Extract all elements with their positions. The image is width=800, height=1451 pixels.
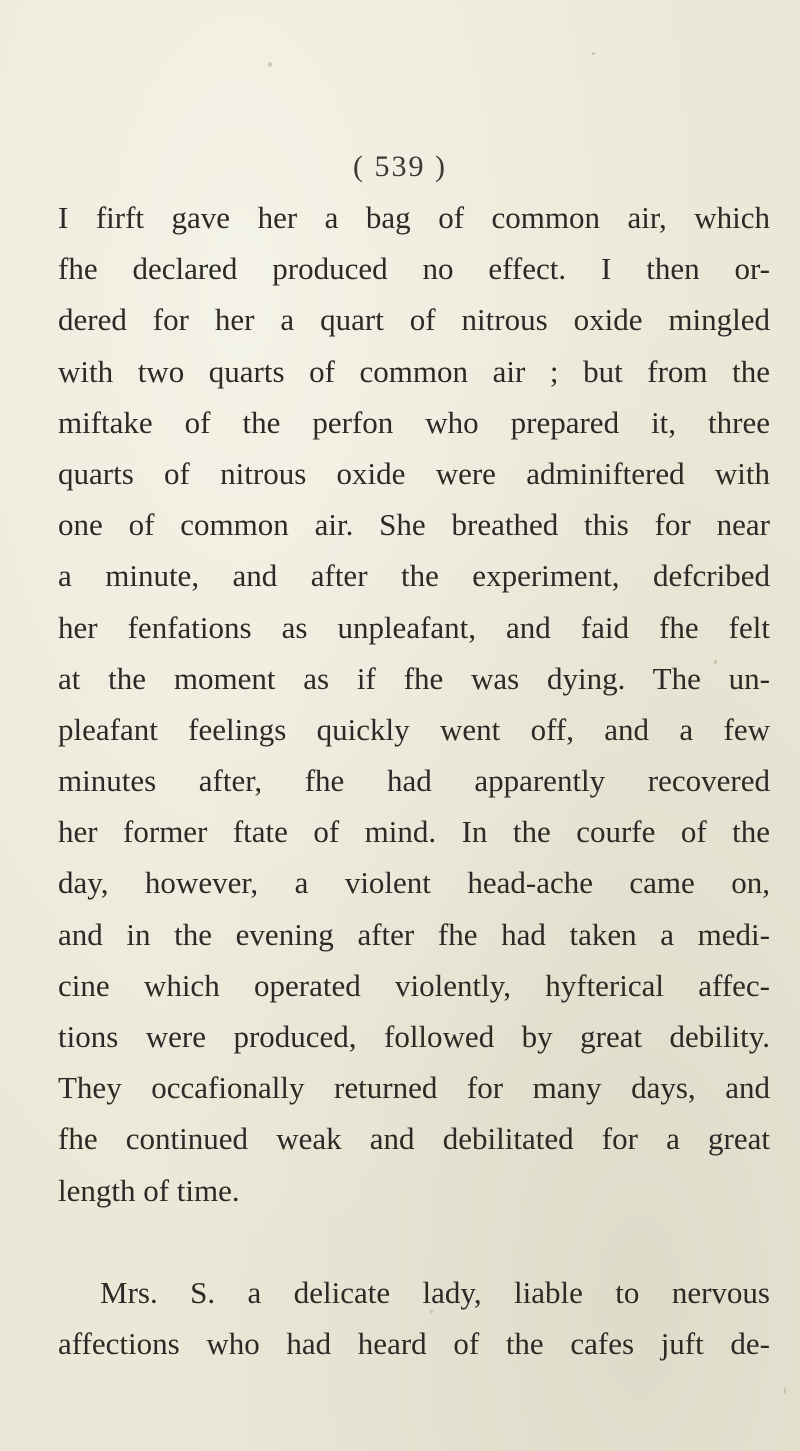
body-text xyxy=(58,192,770,1369)
text-line: I firft gave her a bag of common air, which xyxy=(58,200,770,235)
text-line: length of time. xyxy=(58,1172,240,1208)
text-line: minutes after, fhe had apparently recovered xyxy=(58,763,770,799)
text-line: miftake of the perfon who prepared it, three xyxy=(58,404,770,440)
text-line: pleafant feelings quickly went off, and a few xyxy=(58,711,770,747)
text-line: fhe declared produced no effect. I then or- xyxy=(58,251,770,287)
paper-speck xyxy=(592,52,595,55)
text-line: dered for her a quart of nitrous oxide mingled xyxy=(58,302,770,338)
paper-speck xyxy=(268,62,272,67)
paragraph-gap xyxy=(58,1216,770,1267)
text-line: and in the evening after fhe had taken a medi- xyxy=(58,916,770,952)
text-line: Mrs. S. a delicate lady, liable to nervous xyxy=(100,1274,770,1310)
text-line: tions were produced, followed by great debility. xyxy=(58,1019,770,1054)
text-line: day, however, a violent head-ache came on, xyxy=(58,865,770,901)
paragraph-2 xyxy=(58,1267,770,1369)
page-number: ( 539 ) xyxy=(353,150,447,183)
text-line: with two quarts of common air ; but from the xyxy=(58,353,770,389)
text-line: one of common air. She breathed this for near xyxy=(58,507,770,543)
text-line: affections who had heard of the cafes juft de- xyxy=(58,1325,770,1361)
text-line: at the moment as if fhe was dying. The un- xyxy=(58,660,770,696)
paper-speck xyxy=(784,1388,786,1394)
text-line: her fenfations as unpleafant, and faid fhe felt xyxy=(58,609,770,645)
text-line: quarts of nitrous oxide were adminiftered with xyxy=(58,455,770,491)
text-line: cine which operated violently, hyfterical affec- xyxy=(58,967,770,1003)
text-line: a minute, and after the experiment, defcribed xyxy=(58,558,770,594)
text-line: her former ftate of mind. In the courfe of the xyxy=(58,814,770,850)
paragraph-1 xyxy=(58,192,770,1216)
text-line: They occafionally returned for many days, and xyxy=(58,1070,770,1106)
text-line: fhe continued weak and debilitated for a great xyxy=(58,1121,770,1157)
